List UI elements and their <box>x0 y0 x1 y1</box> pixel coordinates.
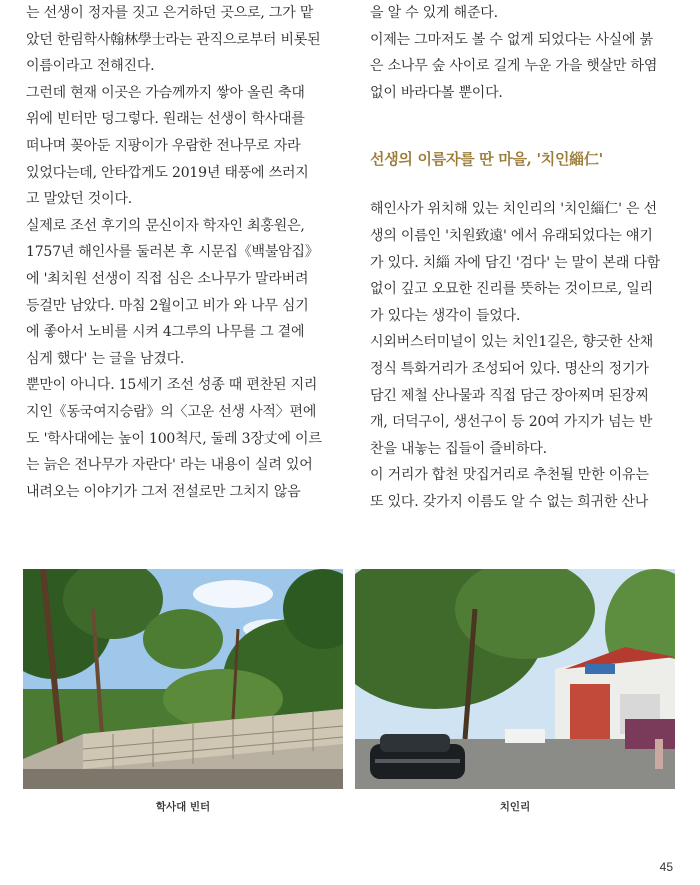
body-line: 정식 특화거리가 조성되어 있다. 명산의 정기가 <box>370 360 649 377</box>
body-line: 가 있다. 치緇 자에 담긴 '검다' 는 말이 본래 다함 <box>370 254 661 271</box>
body-line: 또 있다. 갖가지 이름도 알 수 없는 희귀한 산나 <box>370 493 649 510</box>
body-line: 1757년 해인사를 둘러본 후 시문집《백불암집》 <box>26 244 319 261</box>
body-line: 이 거리가 합천 맛집거리로 추천될 만한 이유는 <box>370 467 649 484</box>
body-line: 지인《동국여지승람》의〈고운 선생 사적〉편에 <box>26 403 317 420</box>
body-line: 내려오는 이야기가 그저 전설로만 그치지 않음 <box>26 483 301 500</box>
body-line: 위에 빈터만 덩그렇다. 원래는 선생이 학사대를 <box>26 111 305 128</box>
body-line: 가 있다는 생각이 들었다. <box>370 307 521 324</box>
photo-chiinri <box>355 569 675 789</box>
body-line: 에 좋아서 노비를 시켜 4그루의 나무를 그 곁에 <box>26 324 305 341</box>
body-line: 았던 한림학사翰林學士라는 관직으로부터 비롯된 <box>26 31 321 48</box>
body-line: 개, 더덕구이, 생선구이 등 20여 가지가 넘는 반 <box>370 414 653 431</box>
body-line: 고 말았던 것이다. <box>26 191 133 208</box>
photo-caption: 학사대 빈터 <box>155 801 211 813</box>
photo-caption: 치인리 <box>499 801 531 813</box>
page-number: 45 <box>659 860 673 874</box>
body-line: 해인사가 위치해 있는 치인리의 '치인緇仁' 은 선 <box>370 201 657 218</box>
body-line: 뿐만이 아니다. 15세기 조선 성종 때 편찬된 지리 <box>26 377 318 394</box>
body-line: 찬을 내놓는 집들이 즐비하다. <box>370 440 547 457</box>
body-line: 시외버스터미널이 있는 치인1길은, 향긋한 산채 <box>370 334 654 351</box>
photo-haksadae <box>23 569 343 789</box>
body-line: 생의 이름인 '치원致遠' 에서 유래되었다는 얘기 <box>370 227 653 244</box>
section-heading: 선생의 이름자를 딴 마을, '치인緇仁' <box>370 150 603 169</box>
body-line: 을 알 수 있게 해준다. <box>370 5 498 21</box>
body-line: 없이 바라다볼 뿐이다. <box>370 84 503 101</box>
body-line: 없이 깊고 오묘한 진리를 뜻하는 것이므로, 일리 <box>370 281 653 298</box>
body-line: 도 '학사대에는 높이 100척尺, 둘레 3장丈에 이르 <box>26 430 322 447</box>
body-line: 등걸만 남았다. 마침 2월이고 비가 와 나무 심기 <box>26 297 309 314</box>
body-line: 는 늙은 전나무가 자란다' 라는 내용이 실려 있어 <box>26 457 313 474</box>
right-text-column <box>370 0 680 516</box>
body-line: 는 선생이 정자를 짓고 은거하던 곳으로, 그가 맡 <box>26 5 314 21</box>
body-line: 이름이라고 전해진다. <box>26 58 155 75</box>
body-line: 심게 했다' 는 글을 남겼다. <box>26 350 185 367</box>
body-line: 에 '최치원 선생이 직접 심은 소나무가 말라버려 <box>26 270 309 287</box>
body-line: 그런데 현재 이곳은 가슴께까지 쌓아 올린 축대 <box>26 84 305 101</box>
body-line: 있었다는데, 안타깝게도 2019년 태풍에 쓰러지 <box>26 164 309 181</box>
body-line: 담긴 제철 산나물과 직접 담근 장아찌며 된장찌 <box>370 387 649 404</box>
left-text-column <box>26 0 336 505</box>
body-line: 은 소나무 숲 사이로 길게 누운 가을 햇살만 하염 <box>370 58 658 75</box>
body-line: 실제로 조선 후기의 문신이자 학자인 최홍원은, <box>26 217 305 234</box>
body-line: 떠나며 꽂아둔 지팡이가 우람한 전나무로 자라 <box>26 137 301 154</box>
body-line: 이제는 그마저도 볼 수 없게 되었다는 사실에 붉 <box>370 31 653 48</box>
